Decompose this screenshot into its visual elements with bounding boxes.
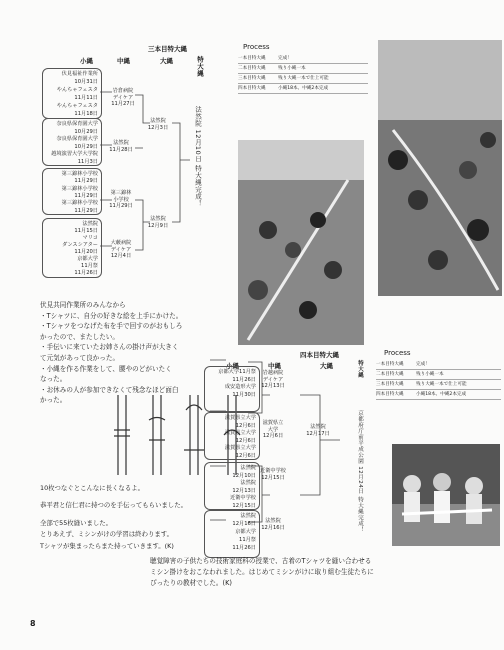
group-line: 12月13日: [232, 487, 256, 494]
column2-header-special: 特大縄: [357, 360, 363, 378]
group-line: 11月26日: [74, 270, 98, 276]
group-line: 10月29日: [74, 143, 98, 150]
node-line: 小学校: [113, 196, 129, 203]
text-line: 恭平君と信仁君に持つのを手伝ってもらいました。: [40, 501, 187, 509]
text-line: て元気があって良かった。: [40, 354, 120, 362]
group-line: やんちゃフェスタ: [56, 87, 98, 93]
group-line: 第三錦林小学校: [61, 185, 98, 192]
group-line: 越境演習大学大学院: [51, 151, 98, 157]
node-line: デイケア: [262, 376, 284, 383]
node-line: 法然院: [150, 216, 166, 222]
group-line: 12月16日: [232, 521, 256, 527]
node-line: 法然院: [150, 118, 166, 124]
group-line: 法然院: [240, 480, 256, 486]
group-line: 12月6日: [235, 437, 256, 444]
node-line: 大藪病院: [110, 240, 132, 246]
column2-header-mid: 中縄: [268, 362, 281, 370]
group-line: 滋賀県立大学: [224, 430, 256, 436]
node-line: 法然院: [113, 140, 129, 146]
node-line: デイケア: [112, 94, 134, 101]
group-line: 12月6日: [235, 452, 256, 459]
text-line: とりあえず、ミシンがけの学習は終わります。: [40, 530, 174, 538]
node-box: [253, 518, 293, 534]
text-line: 10枚つなぐとこんなに長くなるよ。: [40, 484, 144, 492]
process-status: 小縄18本、中縄2本完成: [416, 392, 467, 397]
node-line: 12月4日: [110, 253, 132, 259]
node-line: 岩越病院: [262, 370, 284, 376]
node-line: 第三錦林: [110, 190, 132, 196]
group-line: やんちゃフェスタ: [56, 103, 98, 109]
group-line: 法然院: [82, 221, 98, 227]
text-line: ・手伝いに来ていたお姉さんの掛け声が大きく: [40, 343, 179, 352]
group-line: 11月20日: [74, 249, 98, 255]
node-line: 岩倉病院: [112, 88, 134, 94]
group-line: 滋賀県立大学: [224, 445, 256, 451]
node-line: 法然院: [265, 518, 281, 524]
text-line: なった。: [40, 375, 67, 384]
process2-table: [376, 360, 501, 400]
process-stage: 二本目特大縄: [238, 66, 266, 71]
column-header-small: 小縄: [80, 57, 93, 65]
group-line: 奈良県保育園大学: [56, 136, 98, 142]
node-line: 12月9日: [147, 222, 169, 229]
group-line: 京都大学11月祭: [218, 369, 256, 375]
process-row: [376, 380, 501, 390]
process-row: [376, 370, 501, 380]
group-line: 京都大学: [235, 529, 256, 535]
group-line: 12月6日: [235, 422, 256, 429]
process-stage: 四本目特大縄: [238, 86, 266, 91]
group-line: 11月祭: [239, 537, 256, 543]
text-line: 全部で55枚縫いました。: [40, 519, 113, 527]
node-line: 12月13日: [261, 383, 285, 389]
node-line: 大学: [267, 426, 279, 433]
node-line: 近衛中学校: [260, 468, 286, 474]
group-line: 11月30日: [232, 391, 256, 398]
process-row: [238, 74, 368, 84]
process-stage: 二本目特大縄: [376, 372, 404, 377]
text-line: ・Tシャツに、自分の好きな絵を上手にかけた。: [40, 311, 183, 320]
group-line: マリコ: [82, 235, 98, 241]
group-line: 10月29日: [74, 128, 98, 135]
process-row: [238, 54, 368, 64]
group-line: 11月29日: [74, 178, 98, 185]
group-line: 成安造形大学: [224, 384, 256, 390]
process-status: 残り小縄一本: [278, 66, 306, 71]
group-line: 近衛中学校: [230, 495, 256, 501]
group-line: 法然院: [240, 465, 256, 471]
process-status: 残り大縄一本で仕上可能: [416, 382, 467, 387]
process-stage: 三本目特大縄: [376, 382, 404, 387]
process-row: [376, 390, 501, 400]
column-header-special: 特大縄: [196, 56, 204, 77]
group-line: 第三錦林小学校: [61, 200, 98, 207]
group-box: [204, 462, 260, 510]
process-title: Process: [243, 43, 270, 51]
column-header-large: 大縄: [160, 57, 173, 65]
node-line: 滋賀県立: [262, 420, 284, 426]
node-line: 11月27日: [111, 101, 135, 107]
group-line: 11月29日: [74, 207, 98, 214]
process2-title: Process: [384, 349, 411, 357]
children-photo: [392, 444, 500, 546]
text-line: かったので、またしたい。: [40, 332, 119, 341]
group-line: 伏見福祉作業所: [61, 71, 98, 77]
group-line: 11月15日: [74, 228, 98, 234]
group-line: 11月26日: [232, 545, 256, 551]
text-line: 聴覚障害の子供たちの技術家庭科の授業で、古着のTシャツを縫い合わせる: [150, 557, 372, 565]
column-header-mid: 中縄: [117, 57, 130, 65]
diagram-title: 三本目特大縄: [148, 45, 187, 53]
group-line: 12月10日: [232, 472, 256, 479]
text-line: ぴったりの教材でした。(K): [150, 579, 232, 587]
node-box: [298, 424, 338, 440]
text-line: 伏見共同作業所のみんなから: [40, 301, 126, 309]
special-rope-completion-2: 京都府庁前平成公園 12月24日 特大縄完成！: [357, 410, 363, 533]
column2-header-small: 小縄: [226, 362, 239, 370]
node-line: 11月29日: [109, 203, 133, 209]
group-line: 11月29日: [74, 192, 98, 199]
process-status: 完成！: [416, 362, 430, 367]
group-line: 第三錦林小学校: [61, 171, 98, 177]
node-line: 11月28日: [109, 146, 133, 153]
group-line: 12月15日: [232, 502, 256, 509]
process-status: 完成！: [278, 56, 292, 61]
group-line: 11月18日: [74, 111, 98, 117]
text-line: ミシン掛けをおこなわれました。はじめてミシンがけに取り組む生徒たちに: [150, 568, 374, 576]
process-stage: 三本目特大縄: [238, 76, 266, 81]
node-line: 法然院: [310, 424, 326, 430]
text-line: ・小縄を作る作業をして、腰やのどがいたく: [40, 364, 172, 373]
group-line: 奈良県保育園大学: [56, 121, 98, 127]
group-line: 滋賀県立大学: [224, 415, 256, 421]
process-status: 残り大縄一本で仕上可能: [278, 76, 329, 81]
process-stage: 一本目特大縄: [376, 362, 404, 367]
node-line: 12月16日: [261, 524, 285, 531]
text-line: ・お休みの人が参加できなくて残念なほど面白: [40, 385, 179, 394]
column2-header-large: 大縄: [320, 362, 333, 370]
node-line: 12月17日: [306, 430, 330, 437]
group-line: 10月31日: [74, 79, 98, 85]
process-row: [238, 64, 368, 74]
text-line: Tシャツが集まったらまた持っていきます。(K): [40, 542, 174, 550]
group-box: [204, 412, 260, 460]
text-line: かった。: [40, 396, 67, 405]
group-line: 京都大学: [77, 256, 98, 262]
group-line: ダンスシアター: [62, 242, 98, 248]
group-box: [204, 366, 260, 412]
node-line: デイケア: [110, 246, 132, 253]
rope-making-photo-left: [238, 140, 364, 345]
process-row: [238, 84, 368, 94]
node-line: 12月15日: [261, 474, 285, 481]
process-stage: 一本目特大縄: [238, 56, 266, 61]
group-line: 11月11日: [74, 95, 98, 101]
process-status: 小縄18本、中縄2本完成: [278, 86, 329, 91]
node-box: [253, 370, 293, 392]
group-line: 11月3日: [77, 158, 98, 165]
special-rope-completion: 法然院 12月10日 特大縄完成！: [194, 106, 202, 207]
process-stage: 四本目特大縄: [376, 392, 404, 397]
node-box: [253, 420, 293, 442]
node-box: [253, 468, 293, 484]
process-status: 残り小縄一本: [416, 372, 444, 377]
group-line: 11月祭: [81, 263, 98, 269]
group-line: 法然院: [240, 513, 256, 519]
text-line: ・Tシャツをつなげた布を手で回すのがおもしろ: [40, 322, 183, 331]
rope-making-photo-right: [378, 40, 502, 296]
node-line: 12月6日: [262, 433, 284, 439]
node-line: 12月3日: [147, 124, 169, 131]
process-row: [376, 360, 501, 370]
process-table: [238, 54, 368, 94]
group-box: [204, 510, 260, 558]
group-line: 11月26日: [232, 376, 256, 383]
page-number: 8: [30, 619, 36, 628]
diagram2-title: 四本目特大縄: [300, 351, 339, 359]
